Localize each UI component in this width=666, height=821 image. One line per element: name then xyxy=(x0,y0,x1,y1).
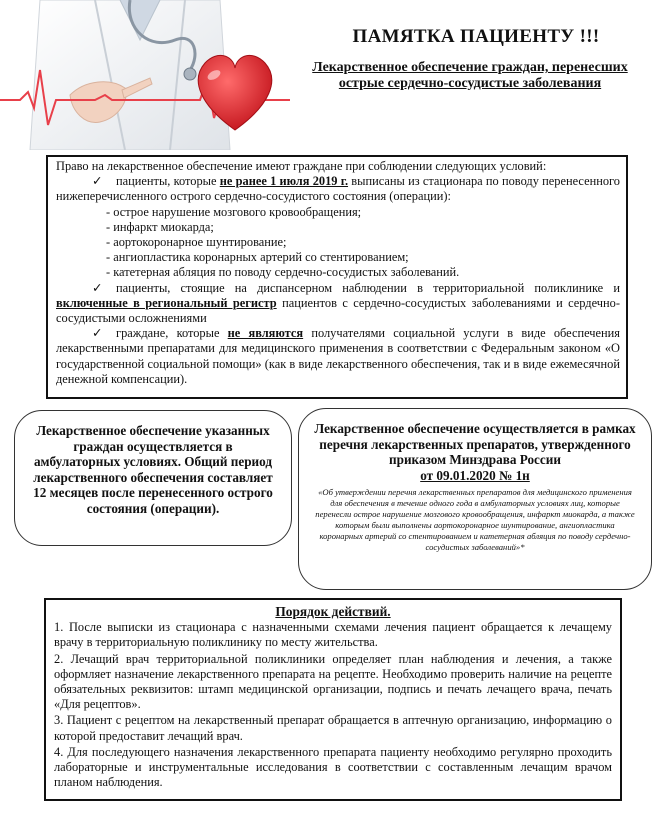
condition-list-item: - катетерная абляция по поводу сердечно-сосудистых заболеваний. xyxy=(106,265,460,280)
page-subtitle: Лекарственное обеспечение граждан, перенесших острые сердечно-сосудистые заболевания xyxy=(312,60,628,91)
order-number: от 09.01.2020 № 1н xyxy=(420,467,530,483)
order-info-note: «Об утверждении перечня лекарственных препаратов для медицинского применения для обеспечения в течение одного года в амбулаторных условиях лиц, которые перенесли острое нарушение мозгового кровообращения, инфаркт миокарда, а также которым были выполнены аортокоронарное шунтирование, ангиопластика коронарных артерий со стентированием и катетерная абляция по поводу сердечно-сосудистых заболеваний»* xyxy=(315,487,635,553)
conditions-box xyxy=(46,155,628,399)
procedure-heading: Порядок действий. xyxy=(275,604,391,619)
condition-list-item: - аортокоронарное шунтирование; xyxy=(106,235,287,250)
procedure-box xyxy=(44,598,622,801)
condition-list-item: - инфаркт миокарда; xyxy=(106,219,214,234)
page-title: ПАМЯТКА ПАЦИЕНТУ !!! xyxy=(352,26,600,47)
condition-list-item: - ангиопластика коронарных артерий со стентированием; xyxy=(106,250,409,265)
condition-list-item: - острое нарушение мозгового кровообращения; xyxy=(106,204,362,219)
checkmark-icon: ✓ xyxy=(92,174,103,189)
checkmark-icon: ✓ xyxy=(92,280,103,295)
condition-item-2: ✓ пациенты, стоящие на диспансерном наблюдении в территориальной поликлинике и включенные в региональный регистр пациентов с сердечно-сосудистых заболеваниями и сердечно-сосудистыми осложнениями xyxy=(56,280,620,326)
condition-item-1: ✓ пациенты, которые не ранее 1 июля 2019 г. выписаны из стационара по поводу перенесенного нижеперечисленного острого сердечно-сосудистого состояния (операции): xyxy=(56,174,620,204)
procedure-step: 4. Для последующего назначения лекарственного препарата пациенту необходимо регулярно проходить лабораторные и инструментальные исследования в соответствии с составленным лечащим врачом планом наблюдения. xyxy=(54,744,612,790)
procedure-step: 3. Пациент с рецептом на лекарственный препарат обращается в аптечную организацию, информацию о которой предоставит лечащий врач. xyxy=(54,713,612,743)
ambulatory-info-box xyxy=(14,410,292,546)
order-info-heading: Лекарственное обеспечение осуществляется в рамках перечня лекарственных препаратов, утвержденного приказом Минздрава России от 09.01.2020 № 1н xyxy=(314,421,636,483)
checkmark-icon: ✓ xyxy=(92,326,103,341)
order-info-box xyxy=(298,408,652,590)
procedure-step: 2. Лечащий врач территориальной поликлиники определяет план наблюдения и лечения, а также оформляет назначение лекарственного препарата на рецепте. Необходимо проверить наличие на рецепте обязательных реквизитов: штамп медицинской организации, подпись и печать лечащего врача, печать «Для рецептов». xyxy=(54,651,612,712)
ambulatory-info-text: Лекарственное обеспечение указанных граждан осуществляется в амбулаторных условиях. Общий период лекарственного обеспечения составляет 12 месяцев после перенесенного острого состояния (операции). xyxy=(33,423,273,516)
procedure-step: 1. После выписки из стационара с назначенными схемами лечения пациент обращается к лечащему врачу в территориальную поликлинику по месту жительства. xyxy=(54,620,612,650)
hero-illustration xyxy=(0,0,290,150)
condition-item-3: ✓ граждане, которые не являются получателями социальной услуги в виде обеспечения лекарственными препаратами для медицинского применения в соответствии с Федеральным законом «О государственной социальной помощи» (как в виде лекарственного обеспечения, так и в виде ежемесячной денежной компенсации). xyxy=(56,326,620,386)
conditions-intro: Право на лекарственное обеспечение имеют граждане при соблюдении следующих условий: xyxy=(56,159,547,173)
